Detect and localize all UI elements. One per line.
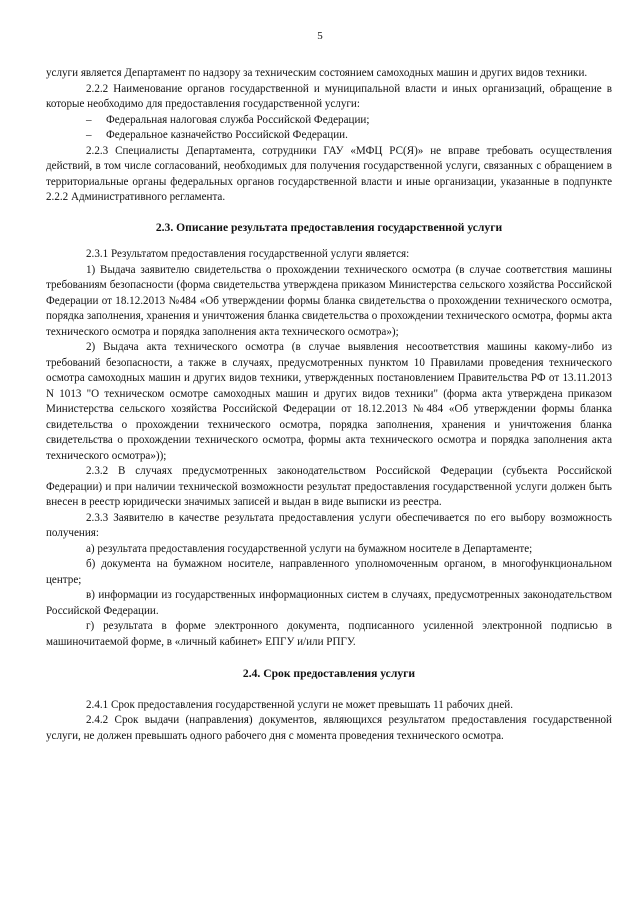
section-heading-2-4: 2.4. Срок предоставления услуги — [242, 667, 416, 680]
section-heading-2-3: 2.3. Описание результата предоставления государственной услуги — [155, 220, 503, 234]
paragraph: 2.4.2 Срок выдачи (направления) документов, являющихся результатом предоставления государственной услуги, не должен превышать одного рабочего дня с момента проведения технического осмотра. — [46, 714, 612, 742]
paragraph: 2.3.1 Результатом предоставления государственной услуги является: — [86, 248, 410, 260]
list-item: в) информации из государственных информационных систем в случаях, предусмотренных законодательством Российской Федерации. — [46, 589, 612, 617]
paragraph: 2) Выдача акта технического осмотра (в случае выявления несоответствия машины какому-либо из требований безопасности, а также в случаях, предусмотренных пунктом 10 Правилами проведения технического осмотра самоходных машин и других видов техники, утвержденных постановлением Правительства РФ от 13.11.2013 N 1013 "О техническом осмотре самоходных машин и других видов техники" (форма акта утверждена приказом Министерства сельского хозяйства Российской Федерации от 18.12.2013 №484 «Об утверждении формы бланка свидетельства о прохождении технического осмотра, порядка заполнения, хранения и уничтожения бланка свидетельства о прохождении технического осмотра, формы акта технического осмотра и порядка заполнения акта технического осмотра»)); — [46, 341, 612, 462]
page-number: 5 — [317, 30, 323, 42]
list-item: б) документа на бумажном носителе, направленного уполномоченным органом, в многофункциональном центре; — [46, 558, 612, 586]
document-body — [46, 66, 612, 744]
paragraph: 1) Выдача заявителю свидетельства о прохождении технического осмотра (в случае соответствия машины требованиям безопасности (форма свидетельства утверждена приказом Министерства сельского хозяйства Российской Федерации от 18.12.2013 №484 «Об утверждении формы бланка свидетельства о прохождении технического осмотра, порядка заполнения, хранения и уничтожения бланка свидетельства о прохождении технического осмотра, формы акта технического осмотра и порядка заполнения акта технического осмотра»); — [46, 263, 612, 338]
list-item: г) результата в форме электронного документа, подписанного усиленной электронной подписью в машиночитаемой форме, в «личный кабинет» ЕПГУ и/или РПГУ. — [46, 620, 612, 648]
paragraph: 2.2.3 Специалисты Департамента, сотрудники ГАУ «МФЦ РС(Я)» не вправе требовать осуществления действий, в том числе согласований, необходимых для получения государственной услуги, связанных с обращением в территориальные органы федеральных органов государственной власти и иные организации, указанные в подпункте 2.2.2 Административного регламента. — [46, 144, 612, 203]
paragraph: 2.2.2 Наименование органов государственной и муниципальной власти и иных организаций, обращение в которые необходимо для предоставления государственной услуги: — [46, 82, 612, 110]
list-item: – Федеральная налоговая служба Российской Федерации; — [46, 113, 612, 129]
paragraph: услуги является Департамент по надзору за техническим состоянием самоходных машин и других видов техники. — [46, 67, 588, 79]
paragraph: 2.3.3 Заявителю в качестве результата предоставления услуги обеспечивается по его выбору возможность получения: — [46, 511, 612, 539]
paragraph: 2.3.2 В случаях предусмотренных законодательством Российской Федерации (субъекта Российской Федерации) и при наличии технической возможности результат предоставления государственной услуги должен быть внесен в реестр юридически значимых записей и выдан в виде выписки из реестра. — [46, 465, 612, 508]
list-item: – Федеральное казначейство Российской Федерации. — [46, 128, 612, 144]
paragraph: 2.4.1 Срок предоставления государственной услуги не может превышать 11 рабочих дней. — [86, 698, 513, 711]
list-item: а) результата предоставления государственной услуги на бумажном носителе в Департаменте; — [86, 542, 533, 555]
